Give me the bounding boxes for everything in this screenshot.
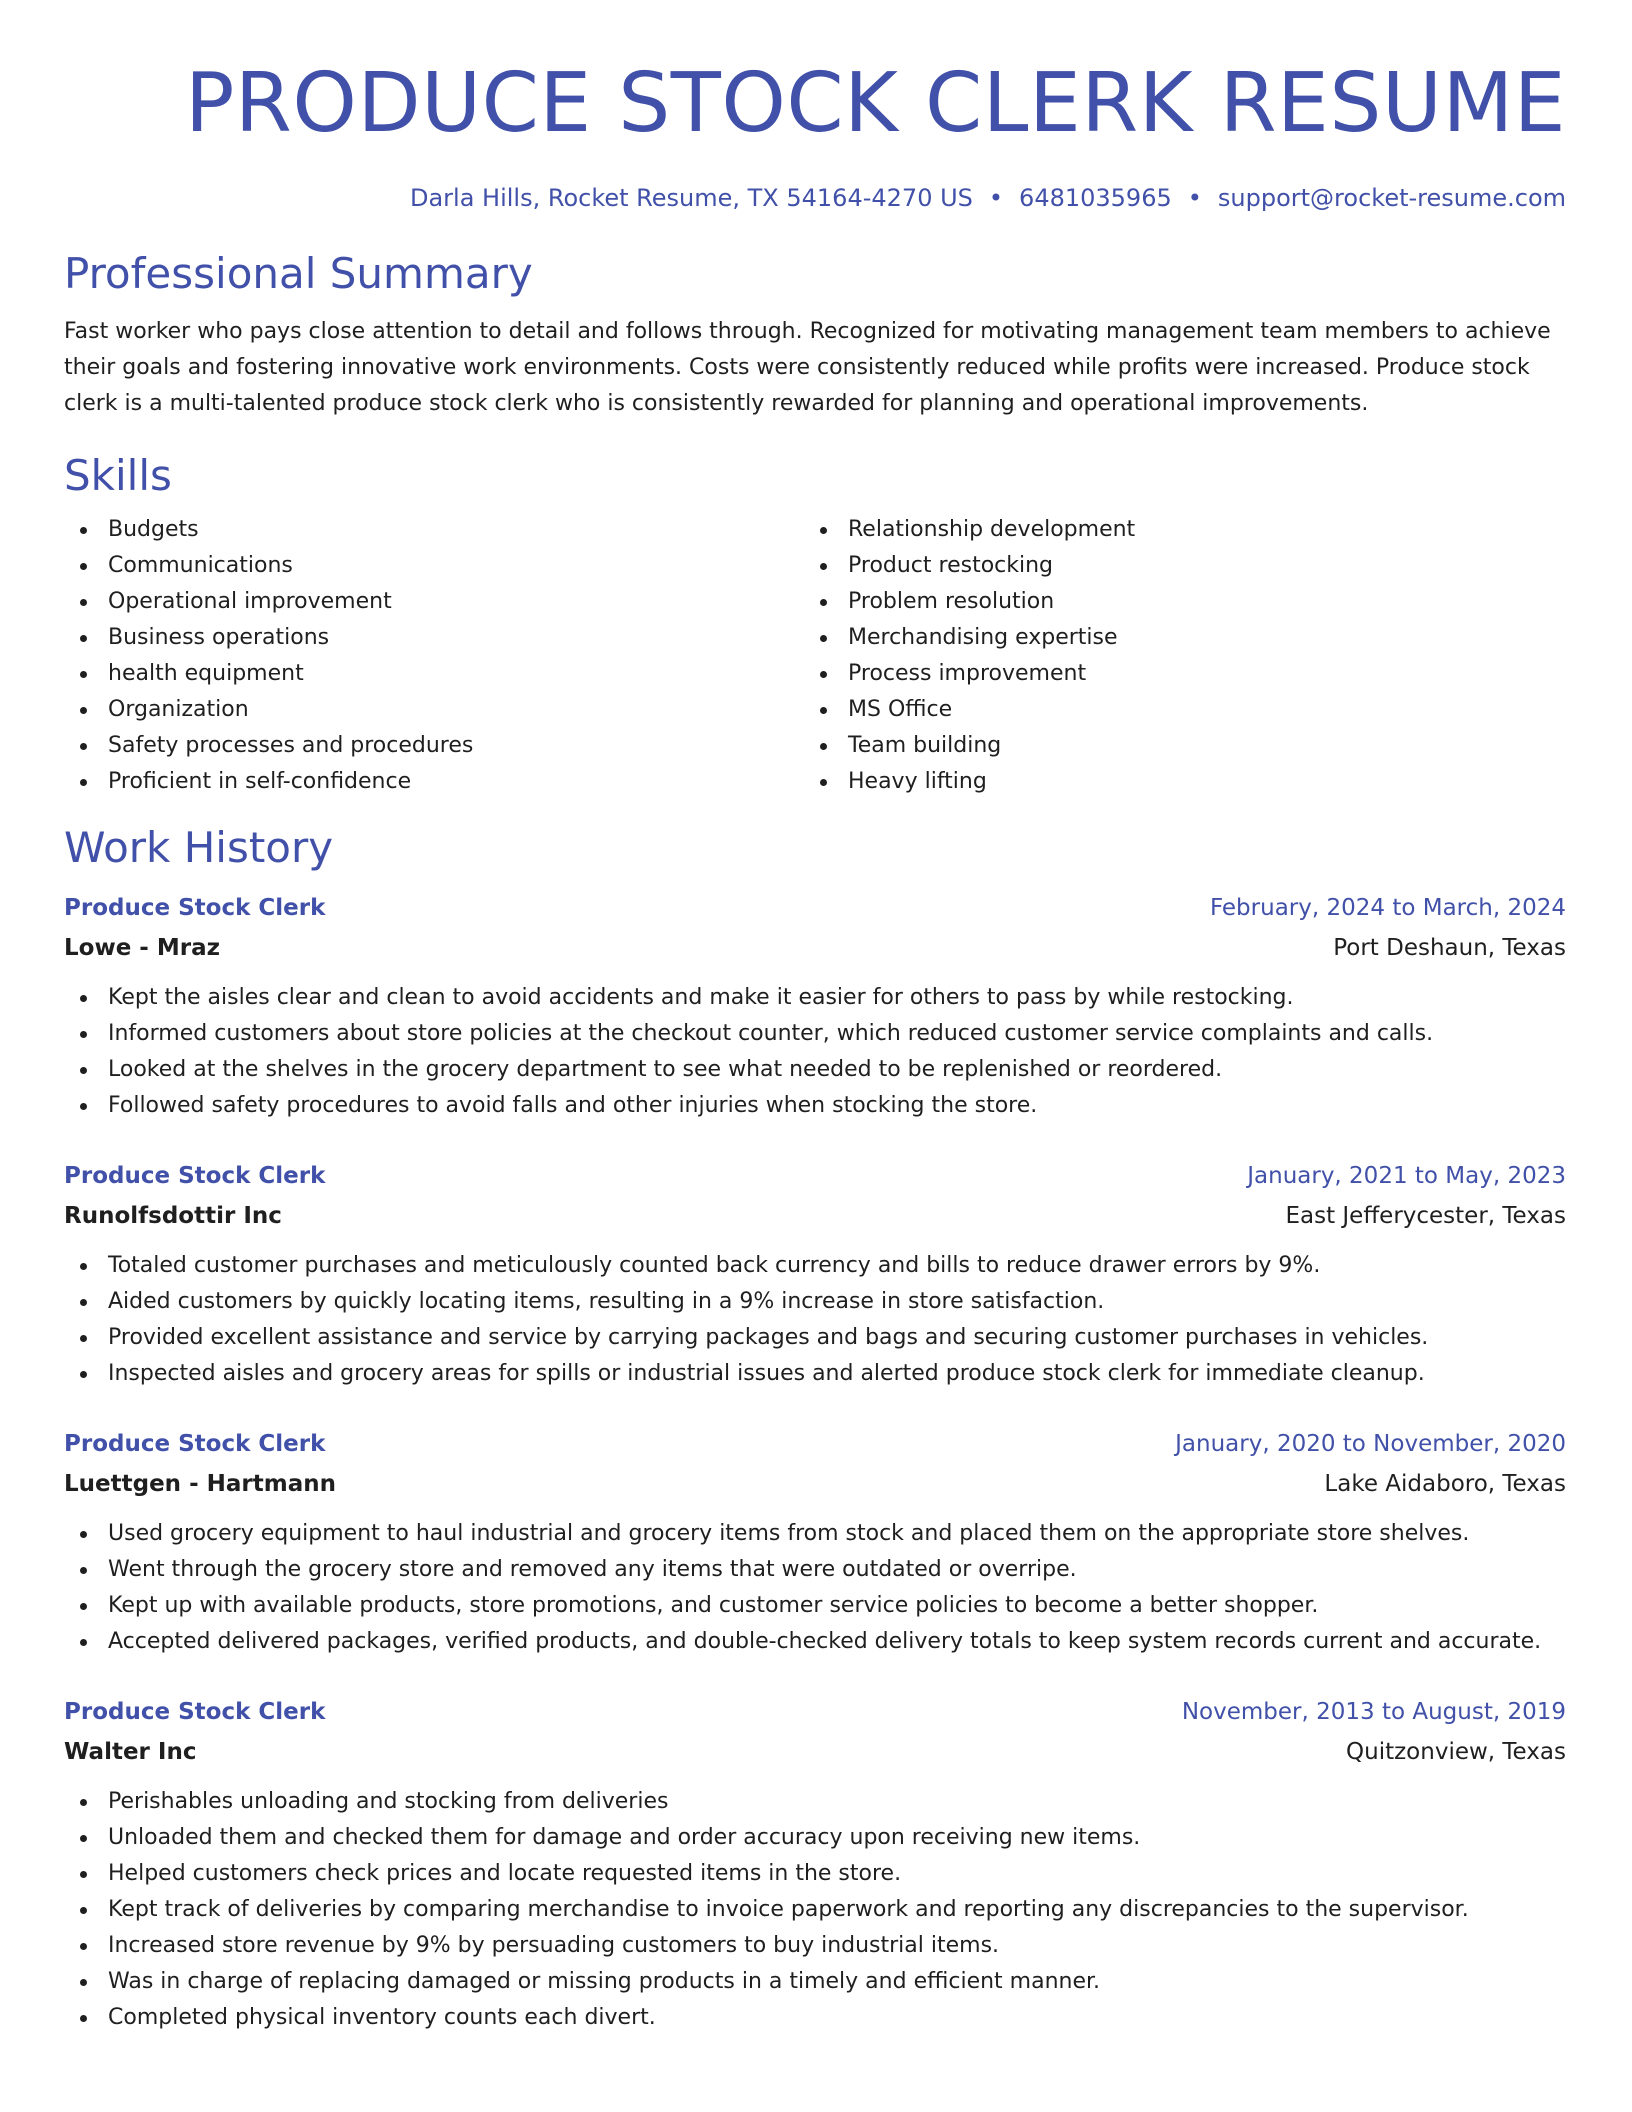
professional-summary-section <box>64 248 1566 422</box>
job-duties-list <box>64 1248 1566 1392</box>
job-entry <box>64 1692 1566 2036</box>
job-location: Quitzonview, Texas <box>1346 1739 1566 1765</box>
skills-section <box>64 450 1566 800</box>
skills-column-left <box>64 512 804 800</box>
job-company-row <box>64 1732 1566 1772</box>
job-duty: Aided customers by quickly locating items, resulting in a 9% increase in store satisfaction. <box>64 1284 1566 1320</box>
job-duty: Kept the aisles clear and clean to avoid accidents and make it easier for others to pass by while restocking. <box>64 980 1566 1016</box>
job-company: Walter Inc <box>64 1739 197 1765</box>
job-duty: Provided excellent assistance and service by carrying packages and bags and securing customer purchases in vehicles. <box>64 1320 1566 1356</box>
job-duty: Looked at the shelves in the grocery department to see what needed to be replenished or reordered. <box>64 1052 1566 1088</box>
job-entry <box>64 888 1566 1124</box>
skill-item: Safety processes and procedures <box>64 728 804 764</box>
skill-item: Problem resolution <box>804 584 1544 620</box>
skill-item: Product restocking <box>804 548 1544 584</box>
skill-item: Team building <box>804 728 1544 764</box>
job-duty: Used grocery equipment to haul industrial and grocery items from stock and placed them on the appropriate store shelves. <box>64 1516 1566 1552</box>
contact-phone: 6481035965 <box>1019 184 1172 212</box>
job-duties-list <box>64 980 1566 1124</box>
job-dates: November, 2013 to August, 2019 <box>1181 1699 1566 1725</box>
section-heading-summary: Professional Summary <box>64 249 533 298</box>
job-company-row <box>64 1196 1566 1236</box>
skill-item: health equipment <box>64 656 804 692</box>
skill-item: Proficient in self-confidence <box>64 764 804 800</box>
job-duties-list <box>64 1784 1566 2036</box>
job-entry <box>64 1156 1566 1392</box>
job-title: Produce Stock Clerk <box>64 1431 326 1457</box>
job-company: Lowe - Mraz <box>64 935 221 961</box>
skill-item: Communications <box>64 548 804 584</box>
job-entry <box>64 1424 1566 1660</box>
resume-title: PRODUCE STOCK CLERK RESUME <box>184 56 1566 151</box>
job-duty: Went through the grocery store and removed any items that were outdated or overripe. <box>64 1552 1566 1588</box>
job-duty: Inspected aisles and grocery areas for spills or industrial issues and alerted produce stock clerk for immediate cleanup. <box>64 1356 1566 1392</box>
job-duty: Followed safety procedures to avoid falls and other injuries when stocking the store. <box>64 1088 1566 1124</box>
job-duty: Helped customers check prices and locate requested items in the store. <box>64 1856 1566 1892</box>
skill-item: Organization <box>64 692 804 728</box>
job-title-row <box>64 1156 1566 1196</box>
job-location: Lake Aidaboro, Texas <box>1324 1471 1566 1497</box>
contact-line <box>64 182 1566 214</box>
summary-text: Fast worker who pays close attention to detail and follows through. Recognized for motivating management team members to achieve their goals and fostering innovative work environments. Costs were consistently reduced while profits were increased. Produce stock clerk is a multi-talented produce stock clerk who is consistently rewarded for planning and operational improvements. <box>64 319 1551 416</box>
job-company-row <box>64 1464 1566 1504</box>
job-company-row <box>64 928 1566 968</box>
resume-page <box>64 0 1566 2036</box>
contact-address: Darla Hills, Rocket Resume, TX 54164-4270 US <box>409 184 973 212</box>
contact-separator: • <box>1187 184 1202 212</box>
job-title: Produce Stock Clerk <box>64 1699 326 1725</box>
job-duty: Kept up with available products, store promotions, and customer service policies to become a better shopper. <box>64 1588 1566 1624</box>
job-title-row <box>64 1692 1566 1732</box>
job-duty: Unloaded them and checked them for damage and order accuracy upon receiving new items. <box>64 1820 1566 1856</box>
job-title: Produce Stock Clerk <box>64 1163 326 1189</box>
skill-item: Operational improvement <box>64 584 804 620</box>
contact-email[interactable]: support@rocket-resume.com <box>1217 184 1566 212</box>
job-duty: Accepted delivered packages, verified products, and double-checked delivery totals to keep system records current and accurate. <box>64 1624 1566 1660</box>
section-heading-work-history: Work History <box>64 823 334 872</box>
job-duty: Kept track of deliveries by comparing merchandise to invoice paperwork and reporting any discrepancies to the supervisor. <box>64 1892 1566 1928</box>
job-company: Luettgen - Hartmann <box>64 1471 336 1497</box>
skills-columns <box>64 512 1566 800</box>
job-title-row <box>64 1424 1566 1464</box>
skill-item: Merchandising expertise <box>804 620 1544 656</box>
contact-separator: • <box>988 184 1004 212</box>
job-dates: January, 2021 to May, 2023 <box>1247 1163 1566 1189</box>
skill-item: Process improvement <box>804 656 1544 692</box>
job-dates: January, 2020 to November, 2020 <box>1175 1431 1566 1457</box>
job-location: Port Deshaun, Texas <box>1333 935 1566 961</box>
skill-item: Heavy lifting <box>804 764 1544 800</box>
skill-item: MS Office <box>804 692 1544 728</box>
work-history-section <box>64 822 1566 2036</box>
job-duty: Informed customers about store policies at the checkout counter, which reduced customer service complaints and calls. <box>64 1016 1566 1052</box>
section-heading-skills: Skills <box>64 451 172 500</box>
job-duty: Increased store revenue by 9% by persuading customers to buy industrial items. <box>64 1928 1566 1964</box>
job-title-row <box>64 888 1566 928</box>
job-duties-list <box>64 1516 1566 1660</box>
skill-item: Relationship development <box>804 512 1544 548</box>
job-company: Runolfsdottir Inc <box>64 1203 282 1229</box>
job-duty: Completed physical inventory counts each divert. <box>64 2000 1566 2036</box>
job-location: East Jefferycester, Texas <box>1285 1203 1566 1229</box>
skills-column-right <box>804 512 1544 800</box>
skill-item: Budgets <box>64 512 804 548</box>
job-title: Produce Stock Clerk <box>64 895 326 921</box>
job-duty: Was in charge of replacing damaged or missing products in a timely and efficient manner. <box>64 1964 1566 2000</box>
job-dates: February, 2024 to March, 2024 <box>1209 895 1566 921</box>
job-duty: Perishables unloading and stocking from deliveries <box>64 1784 1566 1820</box>
skill-item: Business operations <box>64 620 804 656</box>
job-duty: Totaled customer purchases and meticulously counted back currency and bills to reduce drawer errors by 9%. <box>64 1248 1566 1284</box>
